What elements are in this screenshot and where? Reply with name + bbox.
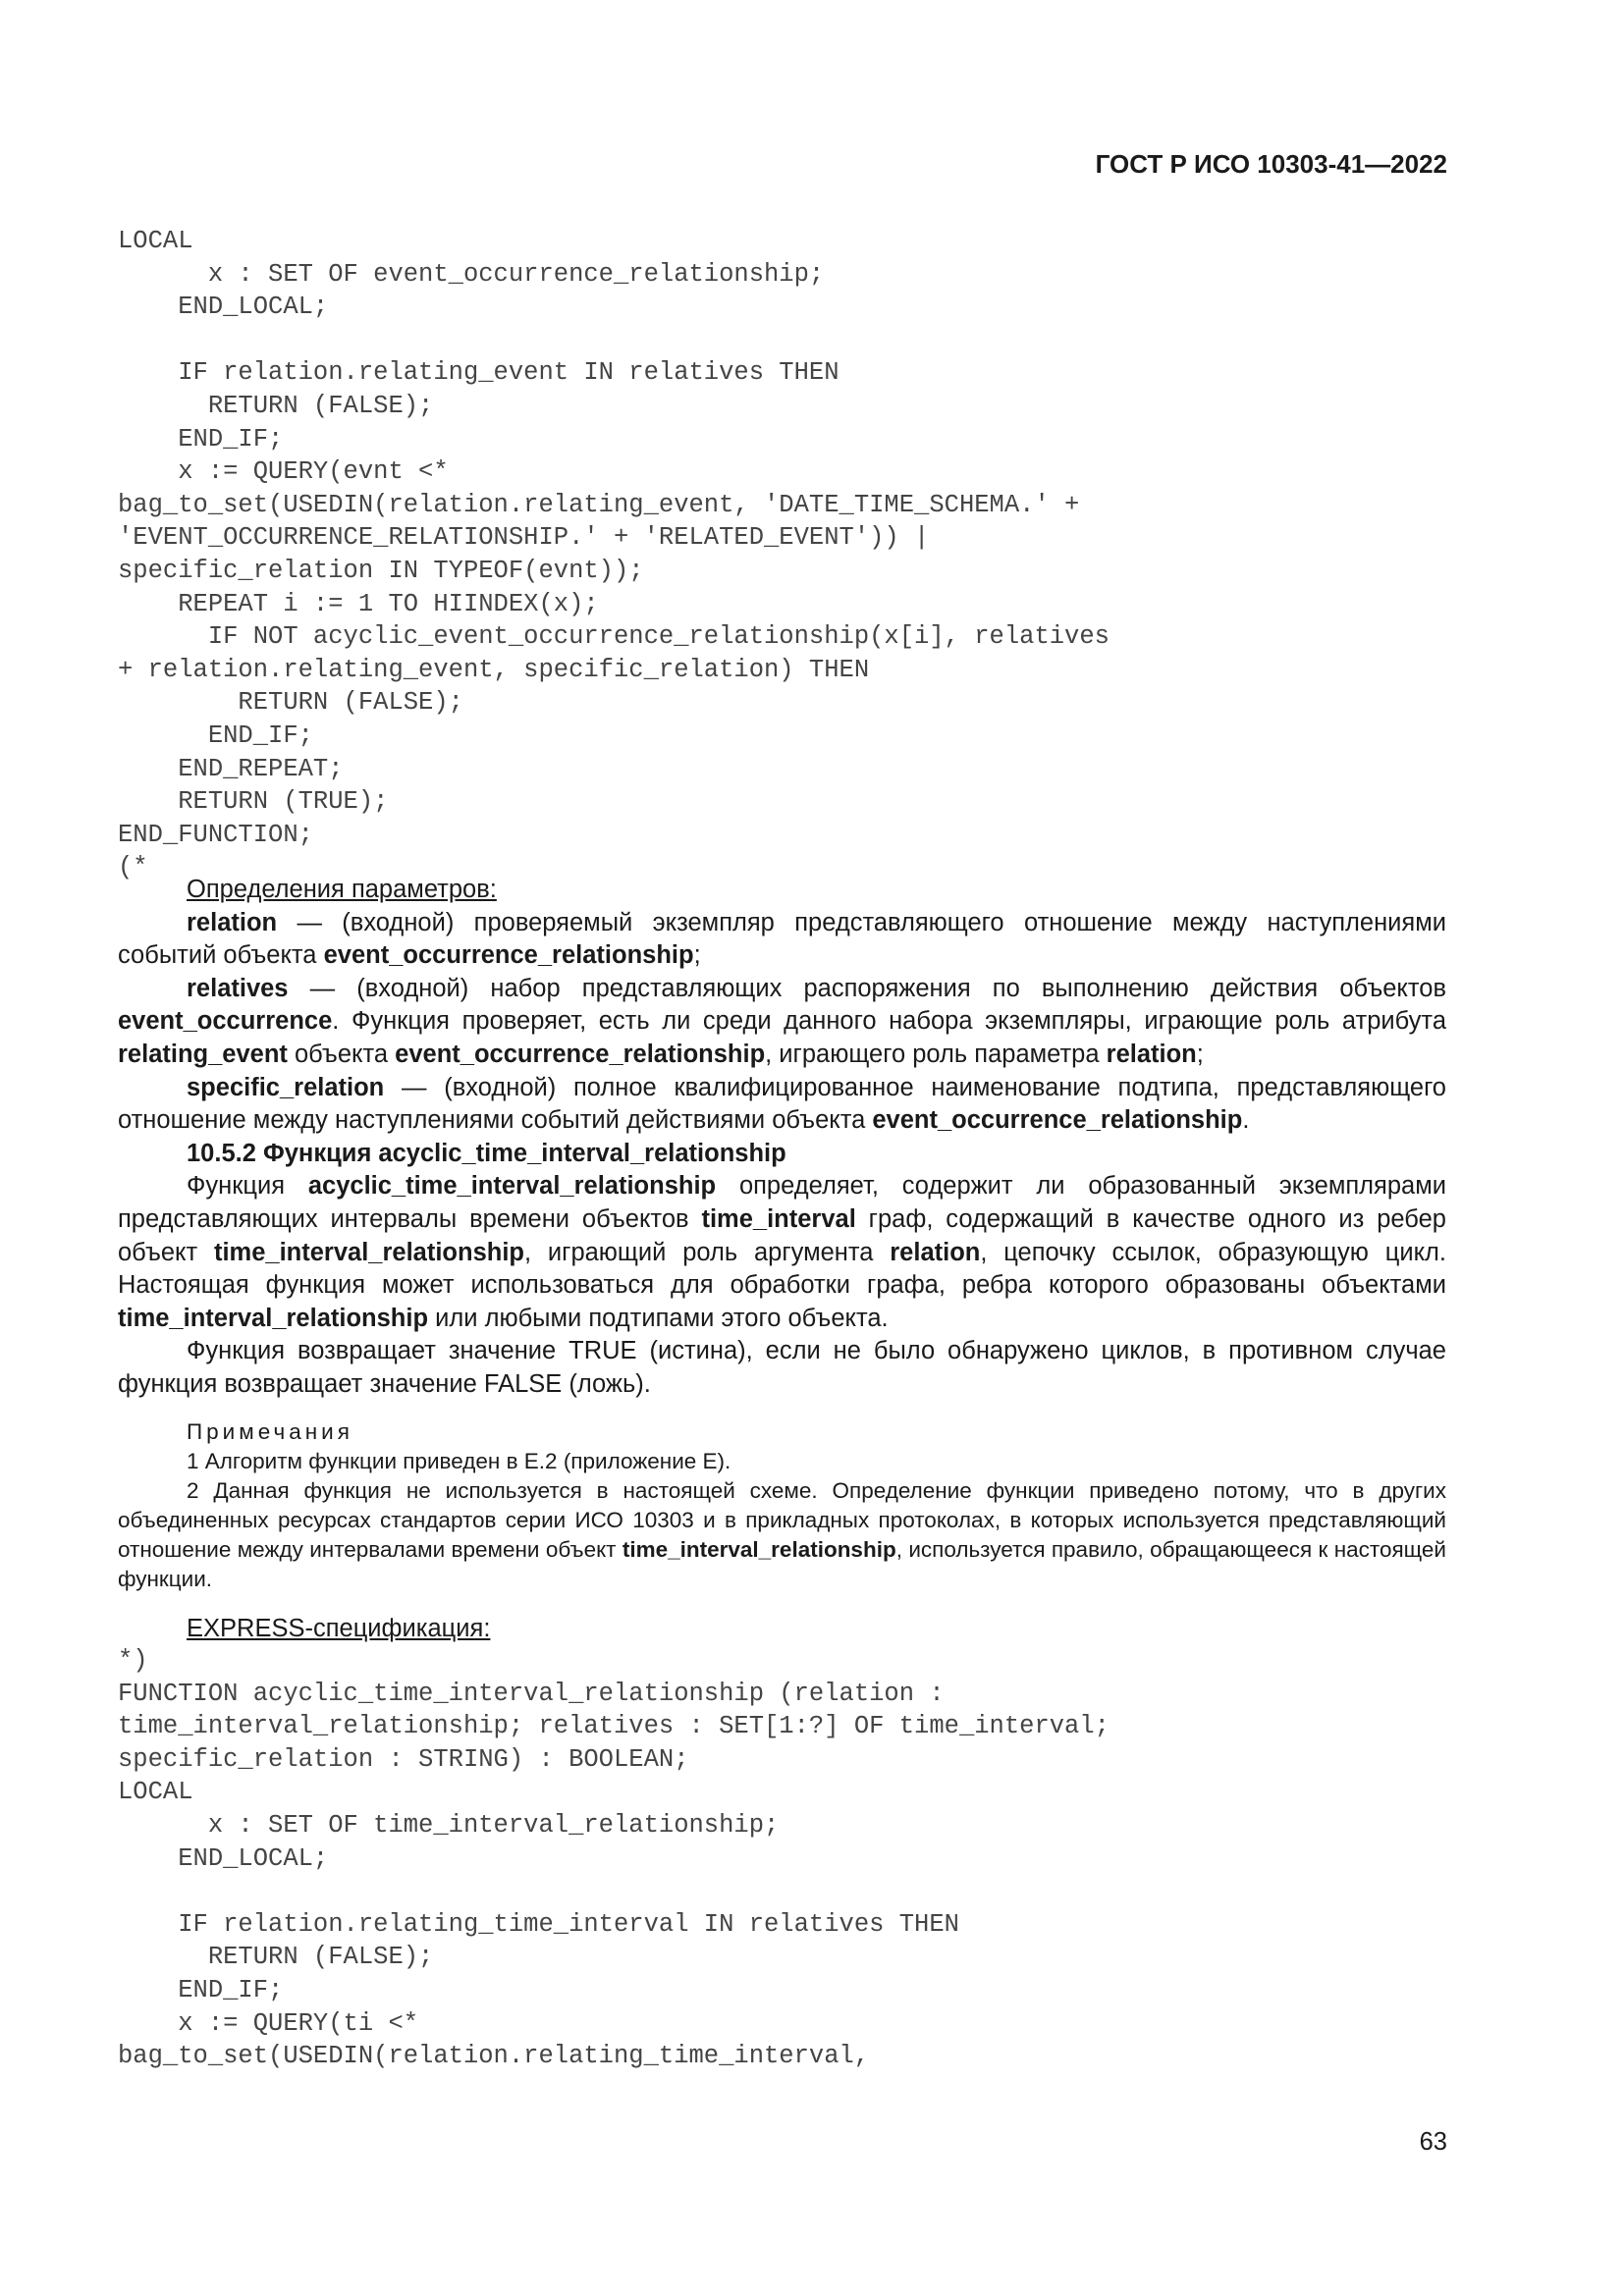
section-paragraph-2: Функция возвращает значение TRUE (истина), если не было обнаружено циклов, в противном случае функция возвращает значение FALSE (ложь). <box>118 1337 1446 1398</box>
code-line: LOCAL <box>118 1778 193 1807</box>
code-line: RETURN (FALSE); <box>118 688 463 718</box>
code-line: RETURN (FALSE); <box>118 391 434 420</box>
note-1: 1 Алгоритм функции приведен в Е.2 (приложение Е). <box>187 1449 731 1473</box>
code-line: END_REPEAT; <box>118 754 344 783</box>
code-line: 'EVENT_OCCURRENCE_RELATIONSHIP.' + 'RELATED_EVENT')) | <box>118 523 930 553</box>
note-2: 2 Данная функция не используется в настоящей схеме. Определение функции приведено потому, что в других объединенных ресурсах стандартов серии ИСО 10303 и в прикладных протоколах, в которых используется представляющий отношение между интервалами времени объект time_interval_relationship, используется правило, обращающееся к настоящей функции. <box>118 1478 1446 1591</box>
code-line: bag_to_set(USEDIN(relation.relating_time_interval, <box>118 2042 870 2071</box>
notes-title: Примечания <box>187 1419 353 1444</box>
code-line: END_IF; <box>118 1975 284 2004</box>
section-title: 10.5.2 Функция acyclic_time_interval_relationship <box>187 1139 786 1167</box>
express-spec-heading: EXPRESS-спецификация: <box>187 1615 491 1642</box>
code-line: specific_relation : STRING) : BOOLEAN; <box>118 1744 689 1774</box>
param-specific-relation: specific_relation — (входной) полное квалифицированное наименование подтипа, представляющего отношение между наступлениями событий действиями объекта event_occurrence_relationship. <box>118 1073 1446 1135</box>
code-line: IF relation.relating_time_interval IN relatives THEN <box>118 1909 959 1939</box>
code-line: x := QUERY(ti <* <box>118 2008 419 2038</box>
code-line: RETURN (TRUE); <box>118 787 389 817</box>
code-line: bag_to_set(USEDIN(relation.relating_event, 'DATE_TIME_SCHEMA.' + <box>118 490 1080 519</box>
page-header: ГОСТ Р ИСО 10303-41—2022 <box>1095 149 1447 179</box>
code-line: (* <box>118 853 148 882</box>
page-number: 63 <box>1419 2128 1447 2156</box>
code-line: x : SET OF event_occurrence_relationship; <box>118 259 825 289</box>
code-line: RETURN (FALSE); <box>118 1943 434 1972</box>
code-line: REPEAT i := 1 TO HIINDEX(x); <box>118 589 599 618</box>
code-line: FUNCTION acyclic_time_interval_relationship (relation : <box>118 1679 945 1708</box>
code-line: IF relation.relating_event IN relatives THEN <box>118 358 839 388</box>
parameter-definitions <box>118 874 1446 1402</box>
code-line: + relation.relating_event, specific_relation) THEN <box>118 655 870 684</box>
parameters-heading: Определения параметров: <box>187 876 497 903</box>
code-line: END_LOCAL; <box>118 1843 329 1873</box>
code-line: *) <box>118 1646 148 1675</box>
code-line: END_LOCAL; <box>118 293 329 322</box>
param-relatives: relatives — (входной) набор представляющих распоряжения по выполнению действия объектов event_occurrence. Функция проверяет, есть ли среди данного набора экземпляры, играющие роль атрибута relating_event объекта event_occurrence_relationship, играющего роль параметра relation; <box>118 974 1446 1068</box>
code-line: END_IF; <box>118 721 313 750</box>
express-code-block-1 <box>118 225 1110 884</box>
param-relation: relation — (входной) проверяемый экземпляр представляющего отношение между наступлениями событий объекта event_occurrence_relationship; <box>118 908 1446 970</box>
express-code-block-2 <box>118 1644 1110 2073</box>
code-line: time_interval_relationship; relatives : SET[1:?] OF time_interval; <box>118 1712 1110 1741</box>
code-line: LOCAL <box>118 227 193 255</box>
notes <box>118 1417 1446 1594</box>
code-line: x := QUERY(evnt <* <box>118 457 449 487</box>
code-line: specific_relation IN TYPEOF(evnt)); <box>118 556 644 585</box>
section-paragraph-1: Функция acyclic_time_interval_relationship определяет, содержит ли образованный экземплярами представляющих интервалы времени объектов time_interval граф, содержащий в качестве одного из ребер объект time_interval_relationship, играющий роль аргумента relation, цепочку ссылок, образующую цикл. Настоящая функция может использоваться для обработки графа, ребра которого образованы объектами time_interval_relationship или любыми подтипами этого объекта. <box>118 1172 1446 1332</box>
code-line: END_FUNCTION; <box>118 820 313 849</box>
code-line: END_IF; <box>118 424 284 454</box>
code-line: x : SET OF time_interval_relationship; <box>118 1810 780 1840</box>
code-line: IF NOT acyclic_event_occurrence_relationship(x[i], relatives <box>118 622 1110 652</box>
